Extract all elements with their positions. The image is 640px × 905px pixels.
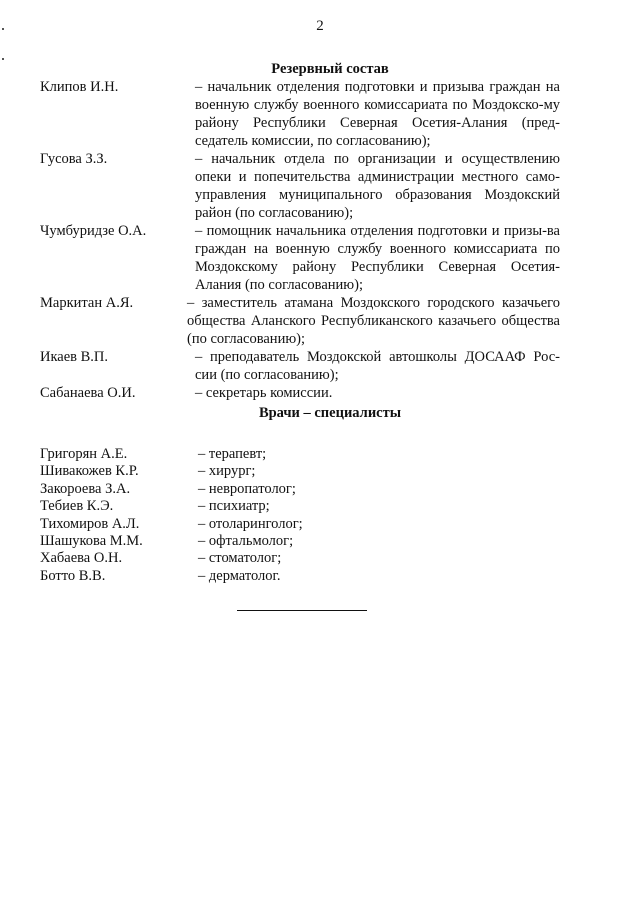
doctor-name: Хабаева О.Н. [40, 550, 123, 567]
page-number: 2 [316, 18, 324, 34]
doctor-row [40, 481, 360, 498]
member-name: Чумбуридзе О.А. [40, 223, 147, 239]
doctor-specialty: – стоматолог; [198, 550, 282, 567]
doctor-specialty: – хирург; [198, 463, 256, 480]
member-role: – помощник начальника отделения подготовки и призы-ва граждан на военную службу военного комиссариата по Моздокскому району Республики Северная Осетия-Алания (по согласованию); [195, 223, 560, 293]
doctor-specialty: – психиатр; [198, 498, 270, 515]
doctor-specialty: – невропатолог; [198, 480, 296, 497]
doctor-name: Шашукова М.М. [40, 532, 143, 549]
member-role: – начальник отделения подготовки и призыва граждан на военную службу военного комиссариата по Моздокско-му району Республики Северная Осетия-Алания (пред-седатель комиссии, по согласованию); [195, 79, 560, 149]
doctor-row [40, 533, 360, 550]
doctor-row [40, 446, 360, 463]
member-role: – заместитель атамана Моздокского городского казачьего общества Аланского Республиканского казачьего общества (по согласованию); [187, 295, 560, 347]
doctor-row [40, 498, 360, 515]
member-role: – начальник отдела по организации и осуществлению опеки и попечительства администрации местного само-управления муниципального образования Моздокский район (по согласованию); [195, 151, 560, 221]
doctor-name: Ботто В.В. [40, 567, 106, 584]
reserve-member [40, 222, 560, 294]
doctor-name: Тебиев К.Э. [40, 498, 114, 515]
member-role: – преподаватель Моздокской автошколы ДОСААФ Рос-сии (по согласованию); [195, 349, 560, 383]
doctors-section-title: Врачи – специалисты [258, 405, 402, 421]
doctor-specialty: – офтальмолог; [198, 532, 294, 549]
reserve-member [40, 294, 560, 348]
reserve-section-title: Резервный состав [271, 61, 389, 77]
reserve-member [40, 150, 560, 222]
member-name: Маркитан А.Я. [40, 295, 134, 311]
doctor-row [40, 568, 360, 585]
doctor-row [40, 550, 360, 567]
doctor-specialty: – дерматолог. [198, 567, 281, 584]
doctor-row [40, 463, 360, 480]
doctor-name: Тихомиров А.Л. [40, 515, 140, 532]
doctor-name: Григорян А.Е. [40, 446, 128, 462]
member-role: – секретарь комиссии. [195, 385, 333, 401]
doctor-name: Закороева З.А. [40, 480, 131, 497]
member-name: Гусова З.З. [40, 151, 108, 167]
doctor-row [40, 516, 360, 533]
end-of-document-rule [237, 610, 367, 611]
reserve-member [40, 384, 560, 404]
scan-mark [2, 58, 4, 60]
member-name: Икаев В.П. [40, 349, 109, 365]
reserve-member [40, 348, 560, 384]
doctor-specialty: – терапевт; [198, 446, 267, 462]
doctor-name: Шивакожев К.Р. [40, 463, 139, 480]
member-name: Сабанаева О.И. [40, 385, 136, 401]
reserve-member [40, 78, 560, 150]
doctors-list [40, 446, 360, 585]
reserve-members-list [40, 78, 560, 404]
member-name: Клипов И.Н. [40, 79, 119, 95]
doctor-specialty: – отоларинголог; [198, 515, 303, 532]
